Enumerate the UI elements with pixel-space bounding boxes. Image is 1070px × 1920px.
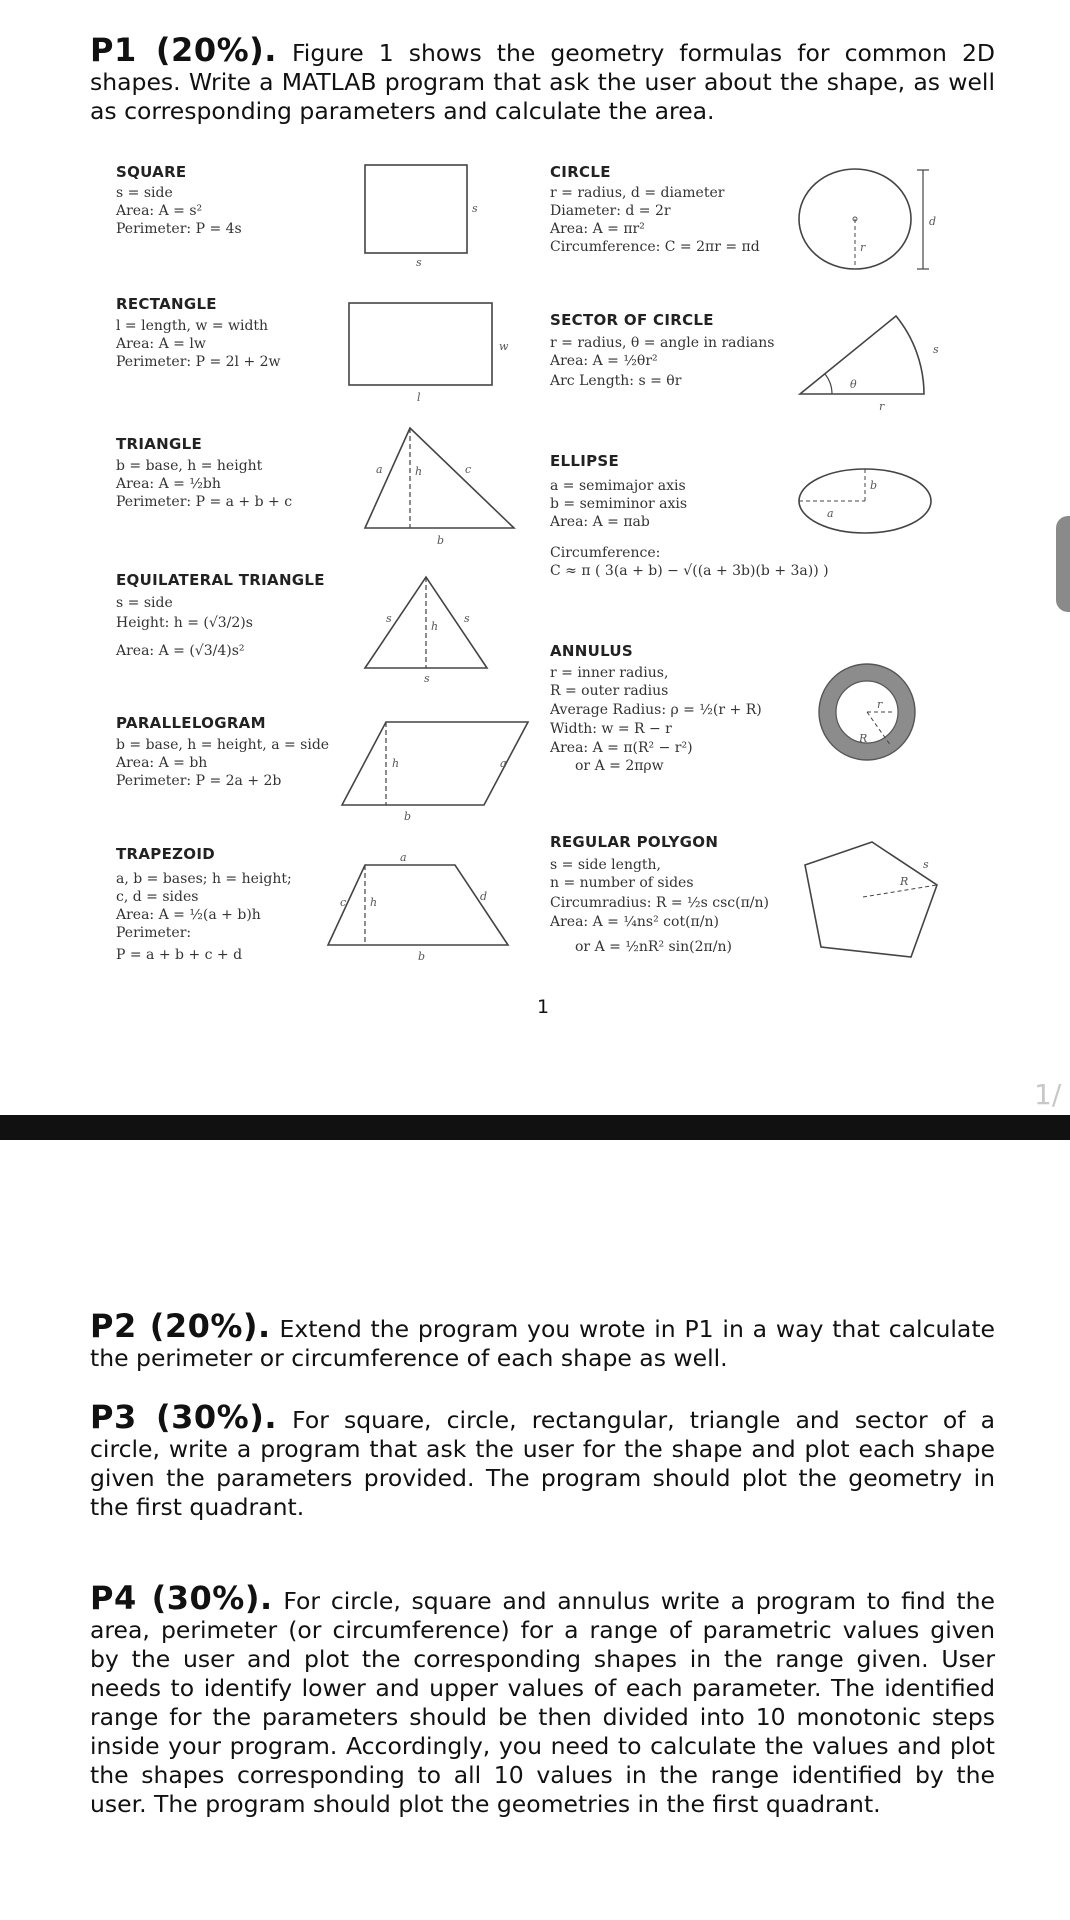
trapezoid-line: c, d = sides [116,889,199,905]
trapezoid-line: a, b = bases; h = height; [116,871,292,887]
annulus-line: r = inner radius, [550,665,669,681]
circle-line: Area: A = πr² [550,221,645,237]
parallelogram-a-label: a [500,757,507,770]
p2-text: Extend the program you wrote in P1 in a way that calculate the perimeter or circumference of each shape as well. [90,1315,995,1372]
p2-paragraph [90,1307,995,1373]
p4-paragraph [90,1579,995,1819]
p4-text: For circle, square and annulus write a program to find the area, perimeter (or circumference) for a range of parametric values given by the user and plot the corresponding shapes in the range given. User needs to identify lower and upper values of each parameter. The identified range for the parameters should be then divided into 10 monotonic steps inside your program. Accordingly, you need to calculate the values and plot the shapes corresponding to all 10 values in the range identified by the user. The program should plot the geometries in the first quadrant. [90,1587,995,1818]
circle-figure [795,165,945,280]
sector-s-label: s [933,343,939,356]
equilateral-figure [360,570,500,685]
annulus-figure [815,660,920,765]
equilateral-s-label: s [464,612,470,625]
p2-label: P2 (20%). [90,1307,271,1345]
triangle-c-label: c [465,463,472,476]
polygon-R-label: R [900,875,909,888]
square-line: Area: A = s² [116,203,203,219]
polygon-line: n = number of sides [550,875,694,891]
ellipse-title: ELLIPSE [550,452,620,470]
annulus-line: Area: A = π(R² − r²) [550,740,693,756]
sector-line: Area: A = ½θr² [550,353,658,369]
square-line: s = side [116,185,173,201]
page-indicator: 1/ [1034,1078,1062,1111]
annulus-R-label: R [859,732,868,745]
ellipse-b-label: b [870,479,878,492]
triangle-line: Area: A = ½bh [116,476,221,492]
ellipse-circ-formula: C ≈ π ( 3(a + b) − √((a + 3b)(b + 3a)) ) [550,563,829,579]
sector-title: SECTOR OF CIRCLE [550,311,714,329]
square-title: SQUARE [116,163,187,181]
parallelogram-title: PARALLELOGRAM [116,714,266,732]
polygon-line: Area: A = ¼ns² cot(π/n) [550,914,719,930]
polygon-figure [800,835,950,965]
p1-label: P1 (20%). [90,31,277,69]
parallelogram-line: b = base, h = height, a = side [116,737,330,753]
annulus-title: ANNULUS [550,642,634,660]
p3-label: P3 (30%). [90,1398,278,1436]
trapezoid-h-label: h [370,896,378,909]
rectangle-figure [344,298,514,406]
equilateral-line: s = side [116,595,173,611]
triangle-h-label: h [415,465,423,478]
rectangle-w-label: w [499,340,509,353]
sector-theta-label: θ [850,378,857,391]
parallelogram-line: Area: A = bh [116,755,208,771]
equilateral-title: EQUILATERAL TRIANGLE [116,571,325,589]
p3-paragraph [90,1398,995,1522]
p4-label: P4 (30%). [90,1579,273,1617]
p3-text: For square, circle, rectangular, triangle and sector of a circle, write a program that ask the user for the shape and plot each shape given the parameters provided. The program should plot the geometry in the first quadrant. [90,1406,995,1521]
square-figure [360,160,480,270]
sector-line: r = radius, θ = angle in radians [550,335,775,351]
trapezoid-line: Area: A = ½(a + b)h [116,907,261,923]
sector-r-label: r [879,400,885,413]
ellipse-line: a = semimajor axis [550,478,686,494]
annulus-r-label: r [877,698,883,711]
square-line: Perimeter: P = 4s [116,221,242,237]
polygon-line: s = side length, [550,857,662,873]
trapezoid-d-label: d [480,890,488,903]
triangle-title: TRIANGLE [116,435,203,453]
rectangle-line: Area: A = lw [116,336,206,352]
rectangle-l-label: l [417,391,421,404]
ellipse-a-label: a [827,507,834,520]
circle-title: CIRCLE [550,163,611,181]
circle-line: Diameter: d = 2r [550,203,671,219]
equilateral-s-label: s [386,612,392,625]
polygon-title: REGULAR POLYGON [550,833,719,851]
circle-line: Circumference: C = 2πr = πd [550,239,760,255]
circle-r-label: r [860,241,866,254]
square-side-label: s [472,202,478,215]
p1-text: Figure 1 shows the geometry formulas for common 2D shapes. Write a MATLAB program that ask the user about the shape, as well as corresponding parameters and calculate the area. [90,39,996,125]
parallelogram-h-label: h [392,757,400,770]
annulus-line: Width: w = R − r [550,721,672,737]
trapezoid-c-label: c [340,896,347,909]
polygon-s-label: s [923,858,929,871]
p1-paragraph [90,31,996,126]
trapezoid-title: TRAPEZOID [116,845,215,863]
ellipse-figure [795,465,935,545]
triangle-line: b = base, h = height [116,458,263,474]
page-separator [0,1115,1070,1140]
ellipse-line: b = semiminor axis [550,496,688,512]
rectangle-line: l = length, w = width [116,318,269,334]
triangle-b-label: b [437,534,445,547]
equilateral-s-label: s [424,672,430,685]
sector-figure [795,310,945,415]
scroll-handle[interactable] [1056,516,1070,612]
equilateral-line: Height: h = (√3/2)s [116,615,253,631]
parallelogram-line: Perimeter: P = 2a + 2b [116,773,282,789]
parallelogram-b-label: b [404,810,412,823]
ellipse-line: Area: A = πab [550,514,650,530]
circle-line: r = radius, d = diameter [550,185,725,201]
polygon-line: or A = ½nR² sin(2π/n) [575,939,732,955]
triangle-line: Perimeter: P = a + b + c [116,494,293,510]
polygon-line: Circumradius: R = ½s csc(π/n) [550,895,769,911]
trapezoid-line: P = a + b + c + d [116,947,243,963]
page-number: 1 [537,996,550,1018]
square-side-label: s [416,256,422,269]
rectangle-line: Perimeter: P = 2l + 2w [116,354,281,370]
annulus-line: Average Radius: ρ = ½(r + R) [550,702,762,718]
ellipse-circ-label: Circumference: [550,545,661,561]
circle-d-label: d [929,215,937,228]
triangle-a-label: a [376,463,383,476]
annulus-line: or A = 2πρw [575,758,664,774]
trapezoid-line: Perimeter: [116,925,192,941]
parallelogram-figure [336,715,536,823]
equilateral-line: Area: A = (√3/4)s² [116,643,245,659]
triangle-figure [360,420,520,550]
annulus-line: R = outer radius [550,683,669,699]
trapezoid-figure [320,848,520,966]
rectangle-title: RECTANGLE [116,295,217,313]
equilateral-h-label: h [431,620,439,633]
trapezoid-b-label: b [418,950,426,963]
trapezoid-a-label: a [400,851,407,864]
sector-line: Arc Length: s = θr [550,373,682,389]
